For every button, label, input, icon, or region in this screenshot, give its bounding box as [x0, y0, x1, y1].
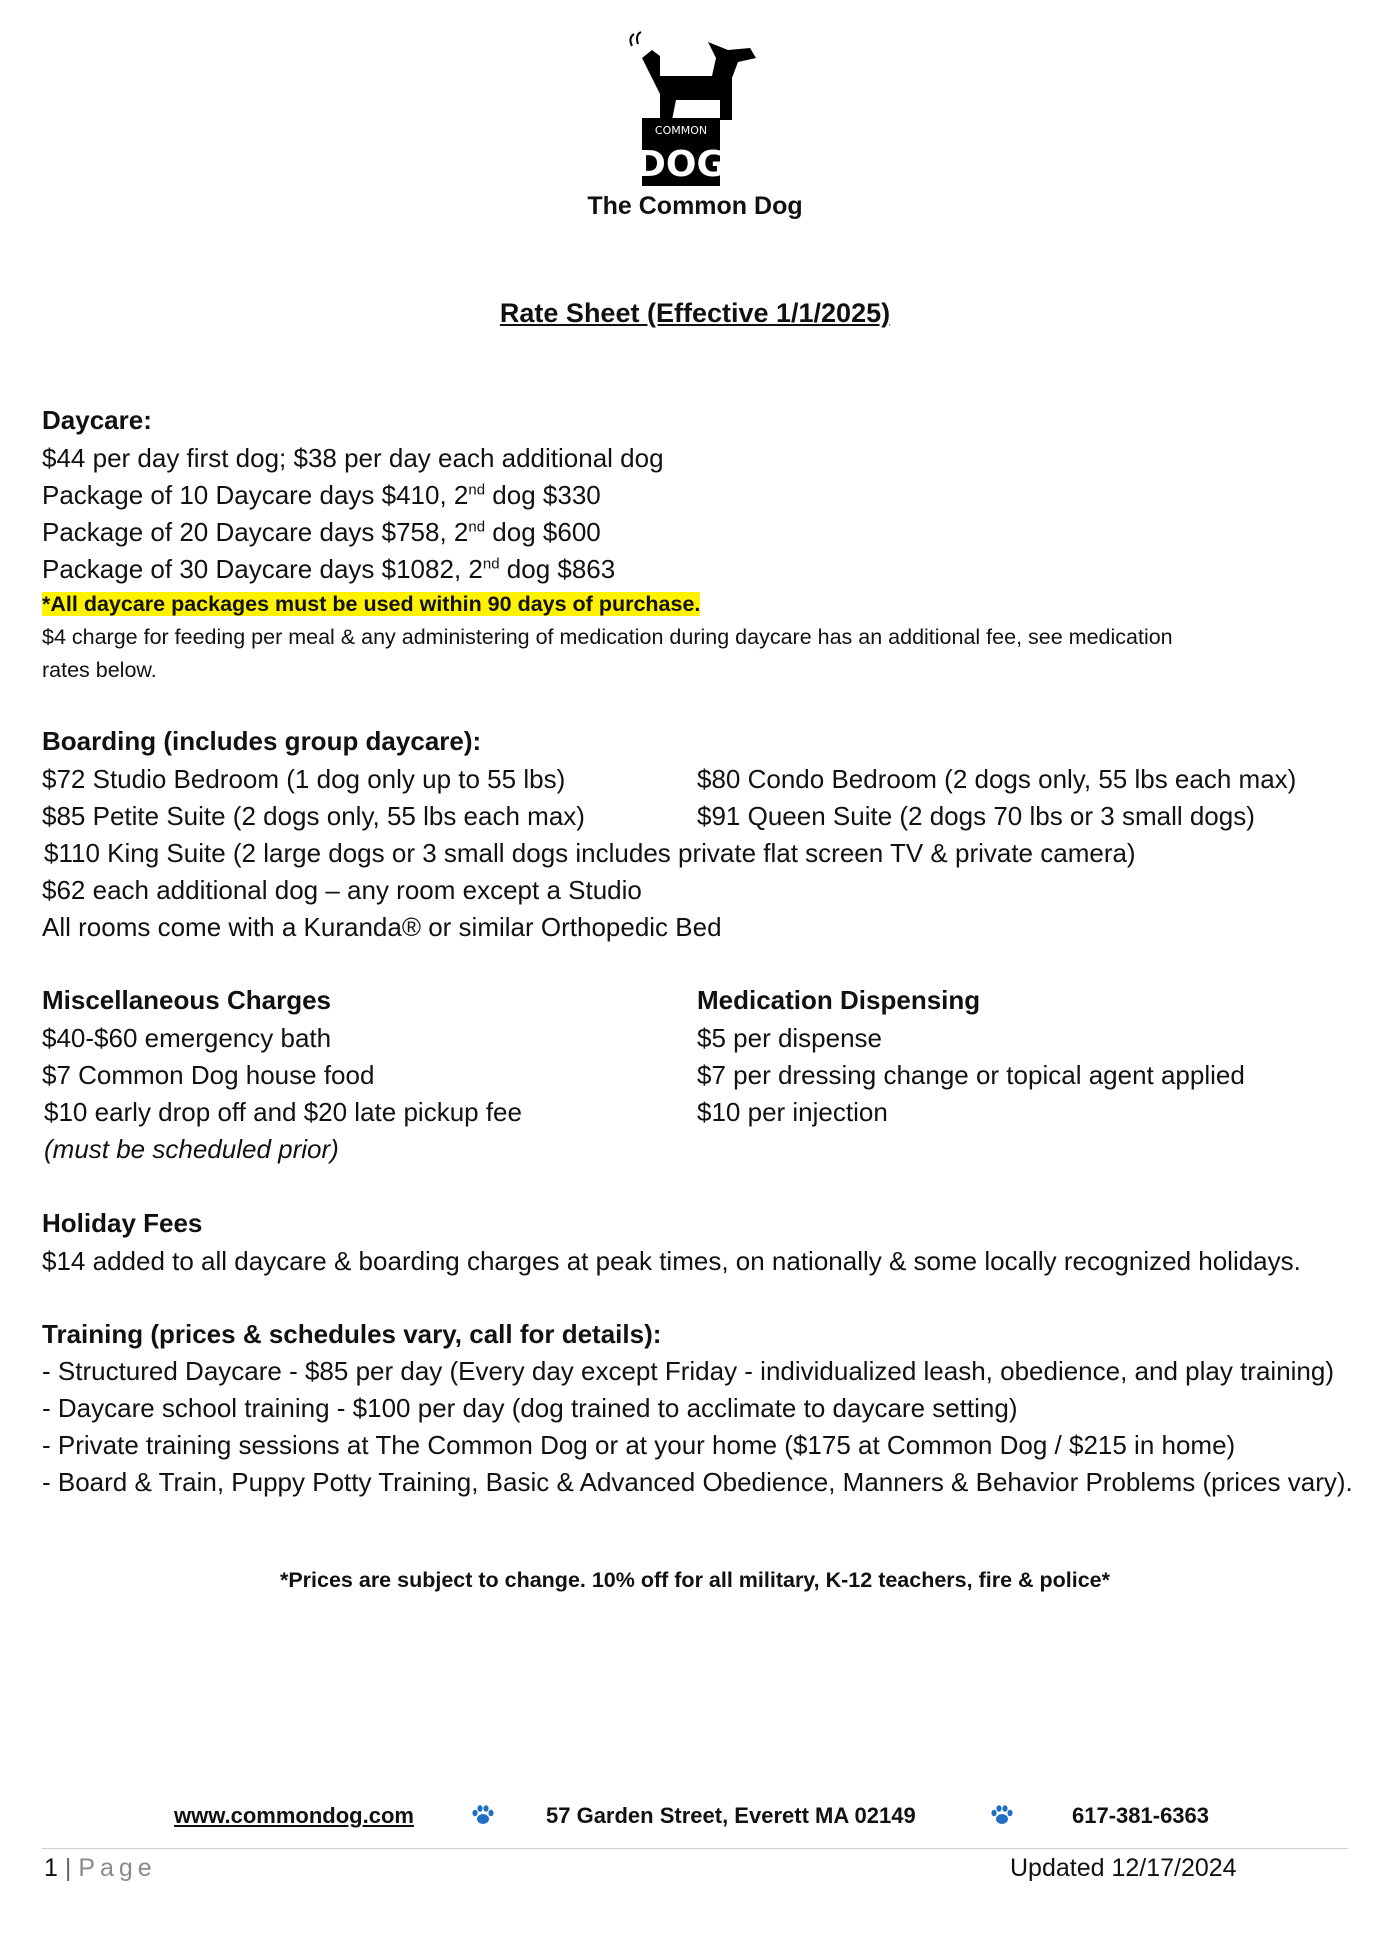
daycare-feeding-note: $4 charge for feeding per meal & any administering of medication during daycare has an additional fee, see medication — [42, 625, 1173, 649]
misc-food: $7 Common Dog house food — [42, 1060, 375, 1090]
paw-icon — [989, 1804, 1015, 1826]
footer-divider — [42, 1848, 1348, 1849]
boarding-petite: $85 Petite Suite (2 dogs only, 55 lbs each max) — [42, 801, 585, 831]
training-item: - Structured Daycare - $85 per day (Every day except Friday - individualized leash, obedience, and play training) — [42, 1356, 1335, 1386]
phone-number: 617-381-6363 — [1072, 1803, 1210, 1828]
boarding-heading: Boarding (includes group daycare): — [42, 726, 482, 756]
boarding-queen: $91 Queen Suite (2 dogs 70 lbs or 3 small dogs) — [697, 801, 1255, 831]
daycare-rate: $44 per day first dog; $38 per day each additional dog — [42, 443, 664, 473]
training-item: - Board & Train, Puppy Potty Training, Basic & Advanced Obedience, Manners & Behavior Problems (prices vary). — [42, 1467, 1353, 1497]
pricing-notice: *Prices are subject to change. 10% off for all military, K-12 teachers, fire & police* — [279, 1568, 1111, 1592]
holiday-text: $14 added to all daycare & boarding charges at peak times, on nationally & some locally recognized holidays. — [42, 1246, 1301, 1276]
daycare-package-10: Package of 10 Daycare days $410, 2nd dog $330 — [42, 480, 601, 510]
boarding-beds: All rooms come with a Kuranda® or similar Orthopedic Bed — [42, 912, 722, 942]
page-title: Rate Sheet (Effective 1/1/2025) — [499, 298, 891, 328]
boarding-king: $110 King Suite (2 large dogs or 3 small dogs includes private flat screen TV & private camera) — [44, 838, 1136, 868]
misc-dropoff: $10 early drop off and $20 late pickup fee — [44, 1097, 522, 1127]
address: 57 Garden Street, Everett MA 02149 — [546, 1803, 916, 1828]
daycare-package-30: Package of 30 Daycare days $1082, 2nd dog $863 — [42, 554, 616, 584]
training-item: - Private training sessions at The Common Dog or at your home ($175 at Common Dog / $215 in home) — [42, 1430, 1236, 1460]
daycare-heading: Daycare: — [42, 405, 152, 435]
holiday-heading: Holiday Fees — [42, 1208, 203, 1238]
common-dog-logo — [620, 28, 764, 188]
paw-icon — [470, 1804, 496, 1826]
svg-text:DOG: DOG — [635, 144, 727, 185]
misc-heading: Miscellaneous Charges — [42, 985, 331, 1015]
medication-dispense: $5 per dispense — [697, 1023, 883, 1053]
website-link[interactable]: www.commondog.com — [174, 1803, 414, 1828]
daycare-feeding-note-cont: rates below. — [42, 658, 157, 682]
medication-dressing: $7 per dressing change or topical agent applied — [697, 1060, 1245, 1090]
boarding-additional-dog: $62 each additional dog – any room except a Studio — [42, 875, 642, 905]
page-number: 1 | Page — [44, 1854, 157, 1882]
boarding-condo: $80 Condo Bedroom (2 dogs only, 55 lbs each max) — [697, 764, 1297, 794]
training-item: - Daycare school training - $100 per day (dog trained to acclimate to daycare setting) — [42, 1393, 1018, 1423]
misc-scheduled-note: (must be scheduled prior) — [44, 1134, 339, 1164]
daycare-package-expiry-note: *All daycare packages must be used within 90 days of purchase. — [42, 592, 701, 616]
boarding-studio: $72 Studio Bedroom (1 dog only up to 55 lbs) — [42, 764, 566, 794]
medication-heading: Medication Dispensing — [697, 985, 981, 1015]
svg-text:COMMON: COMMON — [654, 124, 708, 137]
misc-bath: $40-$60 emergency bath — [42, 1023, 332, 1053]
business-name: The Common Dog — [587, 192, 803, 220]
training-heading: Training (prices & schedules vary, call for details): — [42, 1319, 662, 1349]
medication-injection: $10 per injection — [697, 1097, 888, 1127]
updated-date: Updated 12/17/2024 — [1010, 1854, 1237, 1882]
daycare-package-20: Package of 20 Daycare days $758, 2nd dog $600 — [42, 517, 601, 547]
